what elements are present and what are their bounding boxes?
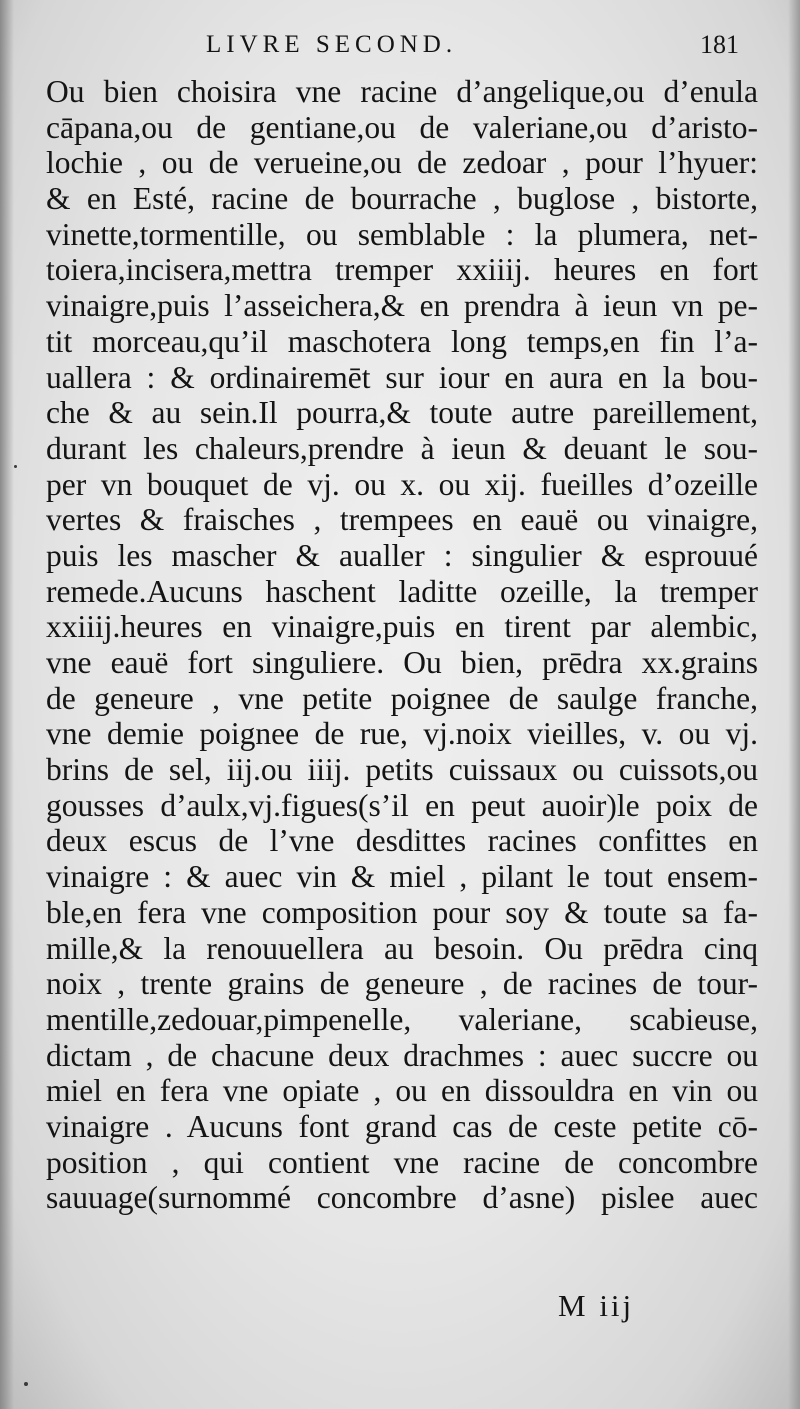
text-line: mentille,zedouar,pimpenelle, valeriane, scabieuse, xyxy=(46,1001,758,1037)
text-line: che & au sein.Il pourra,& toute autre pareillement, xyxy=(46,395,758,431)
text-line: xxiiij.heures en vinaigre,puis en tirent par alembic, xyxy=(46,609,758,645)
text-line: deux escus de l’vne desdittes racines confittes en xyxy=(46,823,758,859)
page-number: 181 xyxy=(700,30,739,59)
text-line: tit morceau,qu’il maschotera long temps,en fin l’a- xyxy=(46,323,758,359)
page-left-shadow xyxy=(0,0,14,1409)
text-line: ble,en fera vne composition pour soy & toute sa fa- xyxy=(46,894,758,930)
text-line: cāpana,ou de gentiane,ou de valeriane,ou d’aristo- xyxy=(46,109,758,145)
text-line: vne demie poignee de rue, vj.noix vieilles, v. ou vj. xyxy=(46,716,758,752)
body-text xyxy=(46,74,758,1216)
running-head: LIVRE SECOND. xyxy=(206,31,458,58)
text-line: vne eauë fort singuliere. Ou bien, prēdra xx.grains xyxy=(46,645,758,680)
text-line: puis les mascher & aualler : singulier & esprouué xyxy=(46,537,758,573)
text-line: mille,& la renouuellera au besoin. Ou prēdra cinq xyxy=(46,930,758,966)
text-line: sauuage(surnommé concombre d’asne) pislee auec xyxy=(46,1180,758,1216)
signature-mark: M iij xyxy=(558,1288,635,1323)
text-line: gousses d’aulx,vj.figues(s’il en peut auoir)le poix de xyxy=(46,787,758,823)
text-line: remede.Aucuns haschent laditte ozeille, la tremper xyxy=(46,573,758,609)
text-line: & en Esté, racine de bourrache , buglose , bistorte, xyxy=(46,181,758,217)
text-line: noix , trente grains de geneure , de racines de tour- xyxy=(46,966,758,1002)
text-line: durant les chaleurs,prendre à ieun & deuant le sou- xyxy=(46,430,758,466)
text-line: lochie , ou de verueine,ou de zedoar , pour l’hyuer: xyxy=(46,145,758,181)
text-line: toiera,incisera,mettra tremper xxiiij. heures en fort xyxy=(46,252,758,288)
ink-speck xyxy=(24,1382,28,1386)
text-line: dictam , de chacune deux drachmes : auec succre ou xyxy=(46,1037,758,1073)
page-right-shadow xyxy=(788,0,800,1409)
text-line: uallera : & ordinairemēt sur iour en aura en la bou- xyxy=(46,359,758,395)
text-line: vinaigre . Aucuns font grand cas de ceste petite cō- xyxy=(46,1108,758,1144)
text-line: vinette,tormentille, ou semblable : la plumera, net- xyxy=(46,216,758,252)
text-line: brins de sel, iij.ou iiij. petits cuissaux ou cuissots,ou xyxy=(46,752,758,788)
text-line: miel en fera vne opiate , ou en dissouldra en vin ou xyxy=(46,1073,758,1109)
text-line: position , qui contient vne racine de concombre xyxy=(46,1144,758,1180)
text-line: Ou bien choisira vne racine d’angelique,ou d’enula xyxy=(46,74,758,109)
text-line: vinaigre,puis l’asseichera,& en prendra à ieun vn pe- xyxy=(46,288,758,324)
text-line: vinaigre : & auec vin & miel , pilant le tout ensem- xyxy=(46,859,758,895)
ink-speck xyxy=(14,465,17,468)
text-line: de geneure , vne petite poignee de saulge franche, xyxy=(46,680,758,716)
text-line: per vn bouquet de vj. ou x. ou xij. fueilles d’ozeille xyxy=(46,466,758,502)
text-line: vertes & fraisches , trempees en eauë ou vinaigre, xyxy=(46,502,758,538)
